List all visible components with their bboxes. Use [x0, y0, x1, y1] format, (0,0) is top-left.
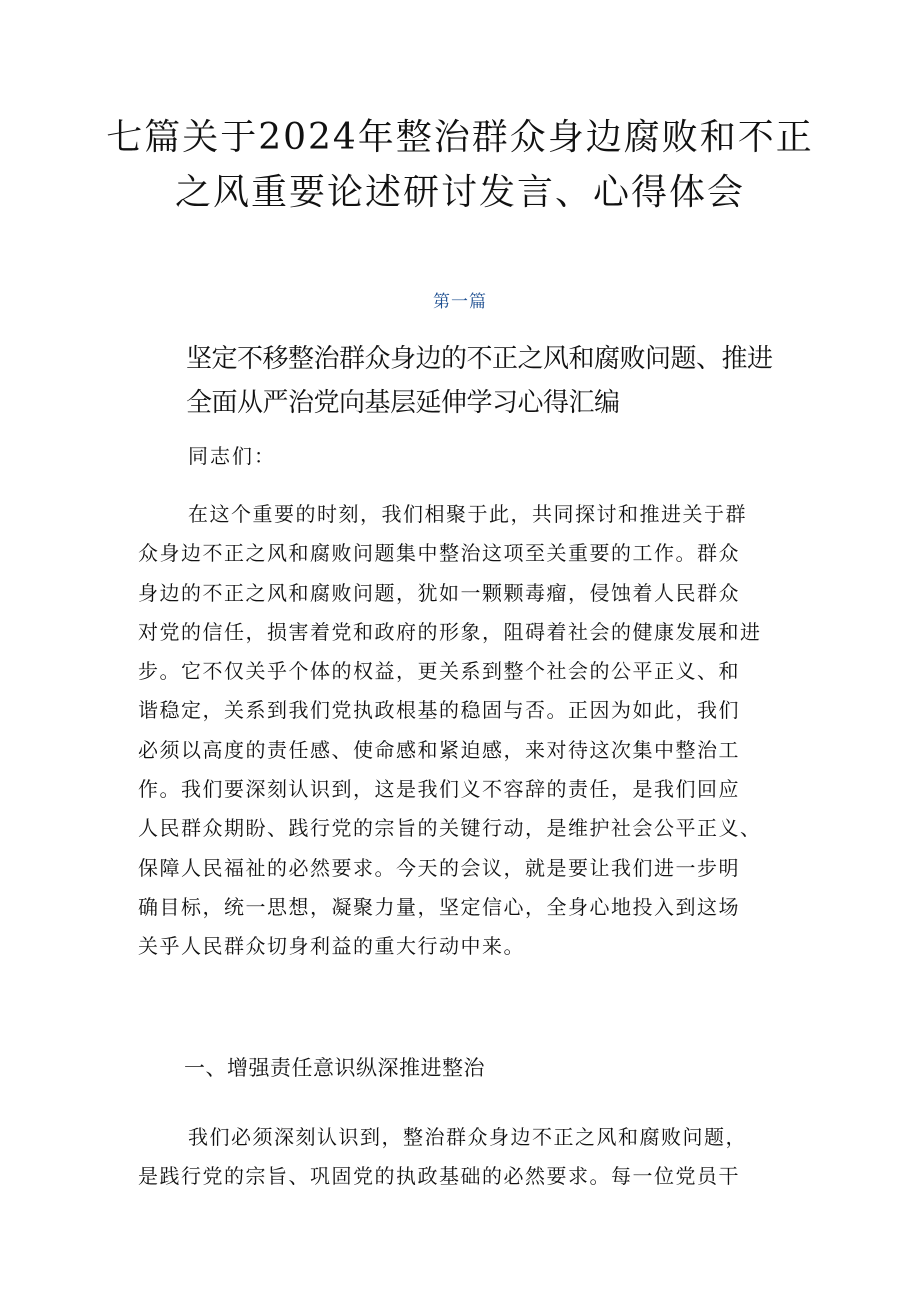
paragraph-line: 作。我们要深刻认识到，这是我们义不容辞的责任，是我们回应 — [138, 777, 740, 802]
article-title-line: 全面从严治党向基层延伸学习心得汇编 — [186, 388, 620, 418]
paragraph-line: 保障人民福祉的必然要求。今天的会议，就是要让我们进一步明 — [138, 855, 740, 880]
paragraph-line: 是践行党的宗旨、巩固党的执政基础的必然要求。每一位党员干 — [138, 1164, 740, 1189]
section-label: 第一篇 — [433, 292, 487, 312]
article-title — [186, 337, 806, 425]
paragraph-line: 步。它不仅关乎个体的权益，更关系到整个社会的公平正义、和 — [138, 659, 740, 684]
paragraph-2 — [138, 1118, 788, 1197]
paragraph-line: 对党的信任，损害着党和政府的形象，阻碍着社会的健康发展和进 — [138, 619, 762, 644]
paragraph-line: 必须以高度的责任感、使命感和紧迫感，来对待这次集中整治工 — [138, 737, 740, 762]
paragraph-line: 在这个重要的时刻，我们相聚于此，共同探讨和推进关于群 — [188, 502, 747, 526]
paragraph-line: 身边的不正之风和腐败问题，犹如一颗颗毒瘤，侵蚀着人民群众 — [138, 580, 740, 605]
greeting: 同志们： — [188, 444, 276, 468]
section-heading-1: 一、增强责任意识纵深推进整治 — [184, 1056, 485, 1080]
article-title-line: 坚定不移整治群众身边的不正之风和腐败问题、推进 — [186, 344, 773, 374]
paragraph-line: 关乎人民群众切身利益的重大行动中来。 — [138, 934, 525, 959]
paragraph-line: 人民群众期盼、践行党的宗旨的关键行动，是维护社会公平正义、 — [138, 816, 762, 841]
paragraph-line: 确目标，统一思想，凝聚力量，坚定信心，全身心地投入到这场 — [138, 894, 740, 919]
paragraph-line: 众身边不正之风和腐败问题集中整治这项至关重要的工作。群众 — [138, 541, 740, 566]
document-title-line: 七篇关于2024年整治群众身边腐败和不正 — [106, 117, 814, 158]
paragraph-line: 我们必须深刻认识到，整治群众身边不正之风和腐败问题， — [188, 1125, 747, 1149]
document-title — [100, 110, 820, 220]
paragraph-line: 谐稳定，关系到我们党执政根基的稳固与否。正因为如此，我们 — [138, 698, 740, 723]
paragraph-1 — [138, 495, 788, 967]
document-title-line: 之风重要论述研讨发言、心得体会 — [174, 172, 745, 213]
